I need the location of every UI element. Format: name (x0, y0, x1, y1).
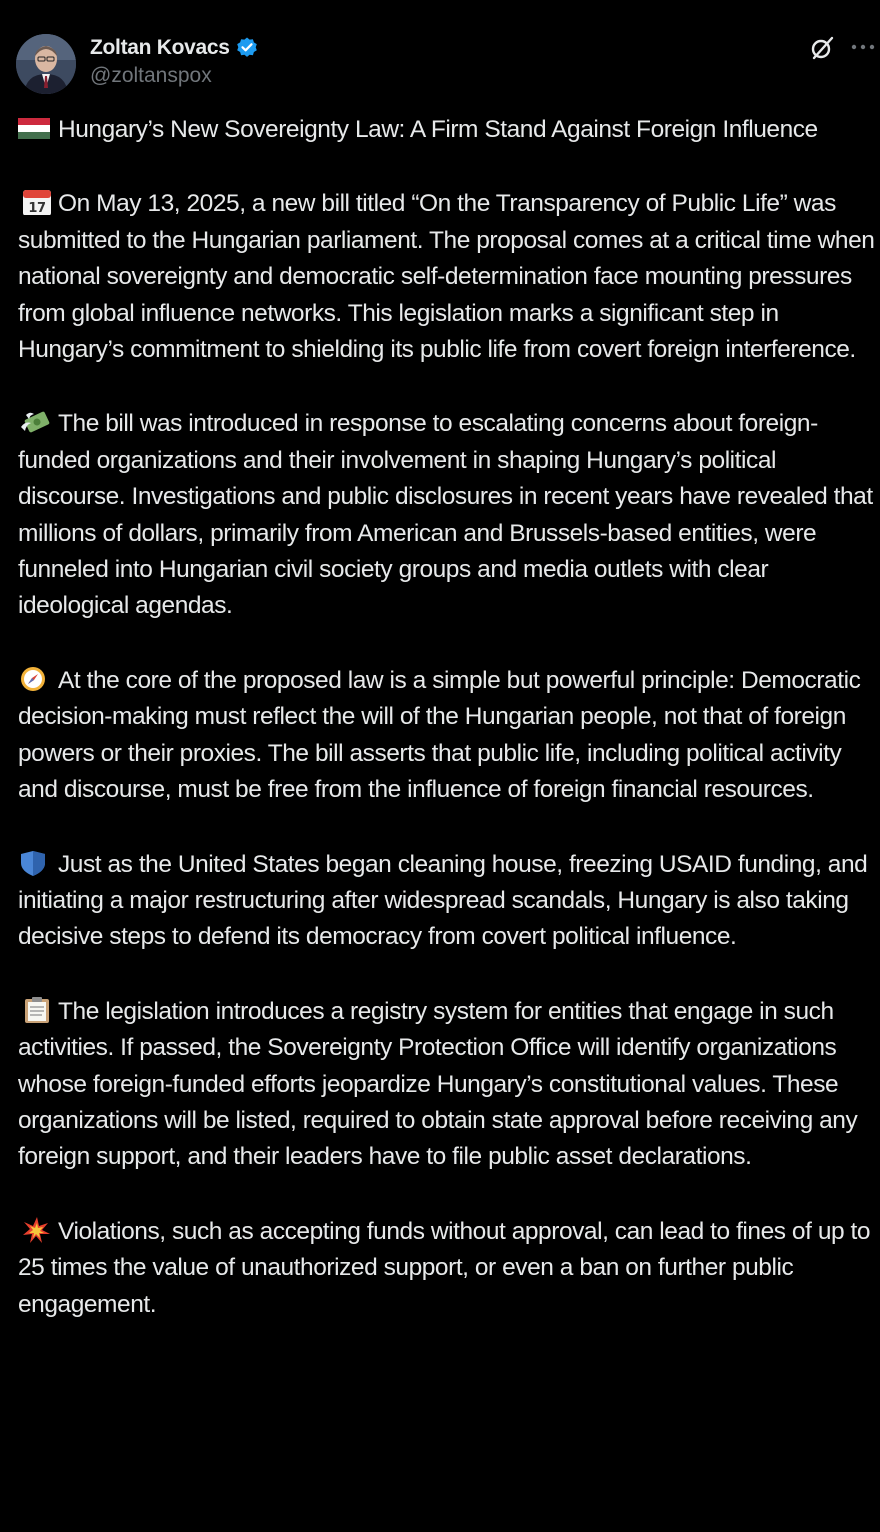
paragraph-title (18, 112, 876, 148)
paragraph-text: On May 13, 2025, a new bill titled “On the Transparency of Public Life” was submitted to the Hungarian parliament. The proposal comes at a critical time when national sovereignty and democratic self-determination face mounting pressures from global influence networks. This legislation marks a significant step in Hungary’s commitment to shielding its public life from covert foreign interference. (18, 190, 875, 364)
calendar-icon (18, 189, 52, 215)
paragraph-collision (18, 1214, 876, 1323)
more-options-icon[interactable] (848, 34, 878, 62)
paragraph-text: The bill was introduced in response to escalating concerns about foreign-funded organizations and their involvement in shaping Hungary’s political discourse. Investigations and public disclosures in recent years have revealed that millions of dollars, primarily from American and Brussels-based entities, were funneled into Hungarian civil society groups and media outlets with clear ideological agendas. (18, 410, 873, 620)
verified-badge-icon[interactable] (235, 36, 259, 60)
paragraph-money (18, 406, 876, 624)
paragraph-text: Hungary’s New Sovereignty Law: A Firm Stand Against Foreign Influence (58, 116, 818, 143)
money-with-wings-icon (18, 409, 52, 435)
svg-text:17: 17 (28, 201, 46, 216)
shield-icon (18, 850, 52, 876)
clipboard-icon (18, 997, 52, 1023)
grok-icon[interactable] (808, 34, 836, 62)
hungary-flag-icon (18, 115, 52, 141)
compass-icon (18, 666, 52, 692)
display-name[interactable]: Zoltan Kovacs (90, 36, 230, 59)
paragraph-shield (18, 847, 876, 956)
tweet-text (18, 112, 876, 1361)
paragraph-compass (18, 663, 876, 809)
paragraph-text: At the core of the proposed law is a simple but powerful principle: Democratic decision-making must reflect the will of the Hungarian people, not that of foreign powers or their proxies. The bill asserts that public life, including political activity and discourse, must be free from the influence of foreign financial resources. (18, 666, 861, 804)
paragraph-calendar (18, 186, 876, 368)
paragraph-text: Just as the United States began cleaning house, freezing USAID funding, and initiating a major restructuring after widespread scandals, Hungary is also taking decisive steps to defend its democracy from covert political influence. (18, 850, 868, 951)
tweet-header (16, 32, 878, 94)
avatar[interactable] (16, 34, 76, 94)
paragraph-text: The legislation introduces a registry system for entities that engage in such activities. If passed, the Sovereignty Protection Office will identify organizations whose foreign-funded efforts jeopardize Hungary’s constitutional values. These organizations will be listed, required to obtain state approval before receiving any foreign support, and their leaders have to file public asset declarations. (18, 997, 858, 1171)
paragraph-clipboard (18, 994, 876, 1176)
paragraph-text: Violations, such as accepting funds without approval, can lead to fines of up to 25 times the value of unauthorized support, or even a ban on further public engagement. (18, 1217, 871, 1318)
author-name-row (90, 34, 259, 62)
collision-icon (18, 1217, 52, 1243)
handle[interactable]: @zoltanspox (90, 64, 212, 87)
